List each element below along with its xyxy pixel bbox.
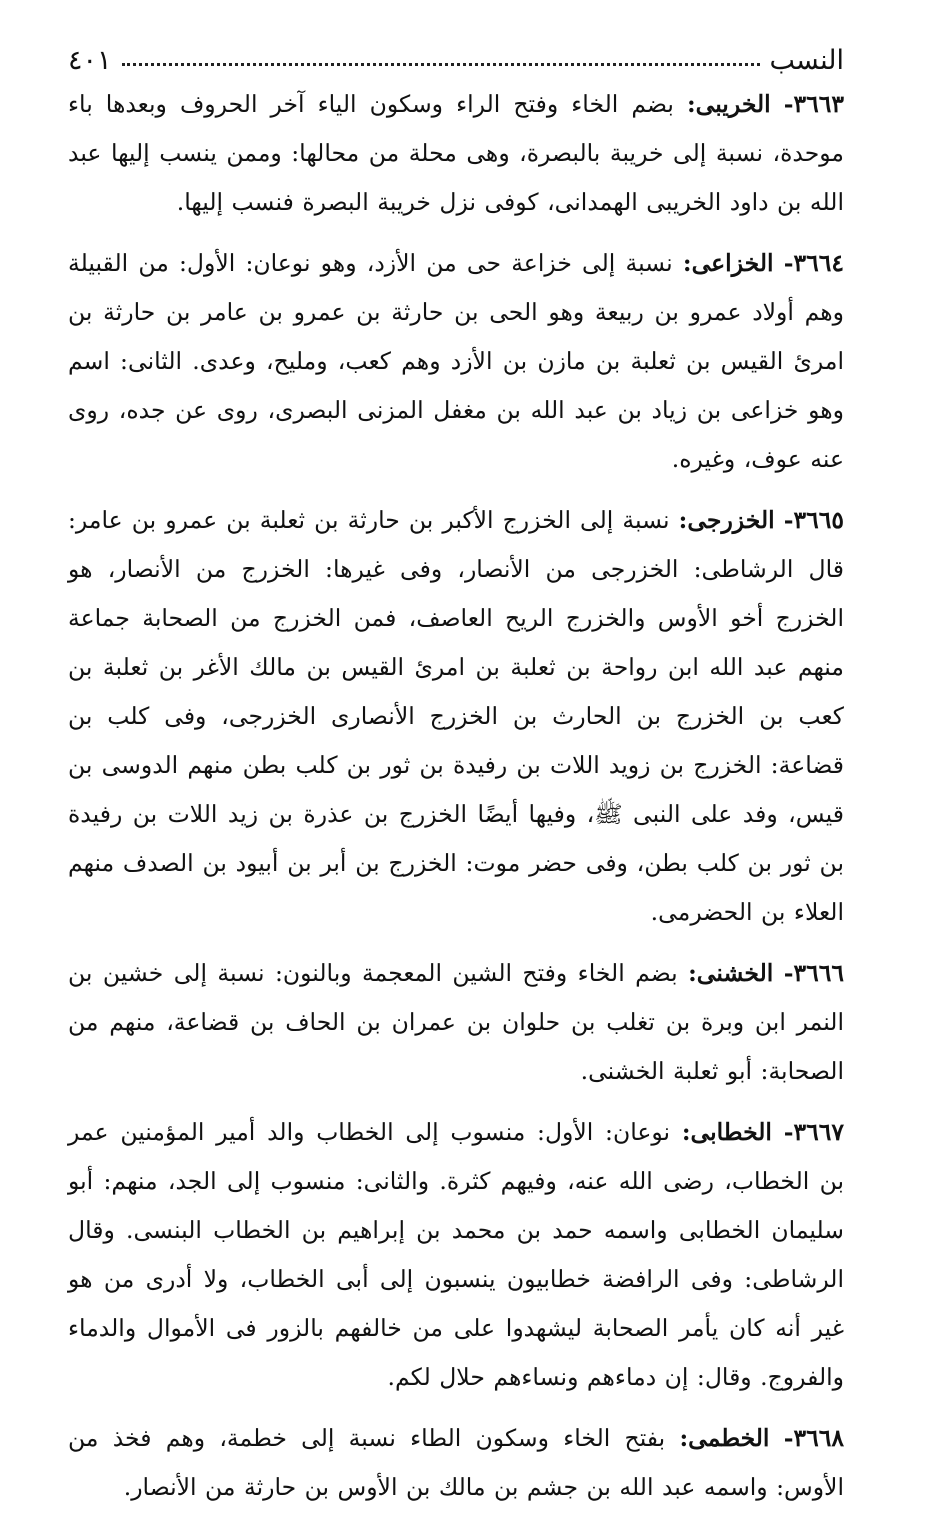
entry-3666: [68, 949, 844, 1096]
entry-heading: الخطابى:: [681, 1118, 772, 1146]
running-header: [68, 28, 844, 74]
page-number: ٤٠١: [68, 45, 112, 76]
entry-heading: الخريبى:: [686, 90, 771, 118]
entry-3663: [68, 80, 844, 227]
entry-text: نسبة إلى خزاعة حى من الأزد، وهو نوعان: الأول: من القبيلة وهم أولاد عمرو بن ربيعة وهو الحى بن حارثة بن عمرو بن عامر بن حارثة بن امرئ القيس بن ثعلبة بن مازن بن الأزد وهم كعب، ومليح، وعدى. الثانى: اسم وهو خزاعى بن زياد بن عبد الله بن مغفل المزنى البصرى، روى عن جده، روى عنه عوف، وغيره.: [68, 249, 844, 473]
dotted-leader: [122, 63, 760, 66]
entry-heading: الخشنى:: [688, 959, 774, 987]
entry-3665: [68, 496, 844, 937]
entry-number: ٣٦٦٣-: [783, 90, 844, 118]
entry-text: نسبة إلى الخزرج الأكبر بن حارثة بن ثعلبة بن عمرو بن عامر: قال الرشاطى: الخزرجى من الأنصار، وفى غيرها: الخزرج من الأنصار، هو الخزرج أخو الأوس والخزرج الريح العاصف، فمن الخزرج من الصحابة جماعة منهم عبد الله ابن رواحة بن ثعلبة بن امرئ القيس بن مالك الأغر بن ثعلبة بن كعب بن الخزرج بن الحارث بن الخزرج الأنصارى الخزرجى، وفى كلب بن قضاعة: الخزرج بن زويد اللات بن رفيدة بن ثور بن كلب بطن منهم الدوسى بن قيس، وفد على النبى ﷺ، وفيها أيضًا الخزرج بن عذرة بن زيد اللات بن رفيدة بن ثور بن كلب بطن، وفى حضر موت: الخزرج بن أبر بن أبيود بن الصدف منهم العلاء بن الحضرمى.: [68, 506, 844, 926]
entry-number: ٣٦٦٨-: [783, 1424, 844, 1452]
entry-heading: الخزرجى:: [678, 506, 775, 534]
entry-number: ٣٦٦٤-: [783, 249, 844, 277]
entries-list: [68, 80, 844, 1512]
entry-number: ٣٦٦٦-: [783, 959, 844, 987]
entry-number: ٣٦٦٧-: [783, 1118, 844, 1146]
entry-text: بفتح الخاء وسكون الطاء نسبة إلى خطمة، وهم فخذ من الأوس: واسمه عبد الله بن جشم بن مالك بن الأوس بن حارثة من الأنصار.: [68, 1424, 844, 1501]
entry-heading: الخطمى:: [679, 1424, 770, 1452]
entry-3664: [68, 239, 844, 484]
entry-text: بضم الخاء وفتح الراء وسكون الياء آخر الحروف وبعدها باء موحدة، نسبة إلى خريبة بالبصرة، وهى محلة من محالها: وممن ينسب إليها عبد الله بن داود الخريبى الهمدانى، كوفى نزل خريبة البصرة فنسب إليها.: [68, 90, 844, 216]
running-title: النسب: [769, 45, 844, 76]
entry-heading: الخزاعى:: [682, 249, 774, 277]
entry-3667: [68, 1108, 844, 1402]
entry-text: بضم الخاء وفتح الشين المعجمة وبالنون: نسبة إلى خشين بن النمر ابن وبرة بن تغلب بن حلوان بن عمران بن الحاف بن قضاعة، منهم من الصحابة: أبو ثعلبة الخشنى.: [68, 959, 844, 1085]
entry-3668: [68, 1414, 844, 1512]
book-page: [68, 28, 844, 1524]
entry-text: نوعان: الأول: منسوب إلى الخطاب والد أمير المؤمنين عمر بن الخطاب، رضى الله عنه، وفيهم كثرة. والثانى: منسوب إلى الجد، منهم: أبو سليمان الخطابى واسمه حمد بن محمد بن إبراهيم بن الخطاب البنسى. وقال الرشاطى: وفى الرافضة خطابيون ينسبون إلى أبى الخطاب، ولا أدرى من هو غير أنه كان يأمر الصحابة ليشهدوا على من خالفهم بالزور فى الأموال والدماء والفروج. وقال: إن دماءهم ونساءهم حلال لكم.: [68, 1118, 844, 1391]
entry-number: ٣٦٦٥-: [783, 506, 844, 534]
